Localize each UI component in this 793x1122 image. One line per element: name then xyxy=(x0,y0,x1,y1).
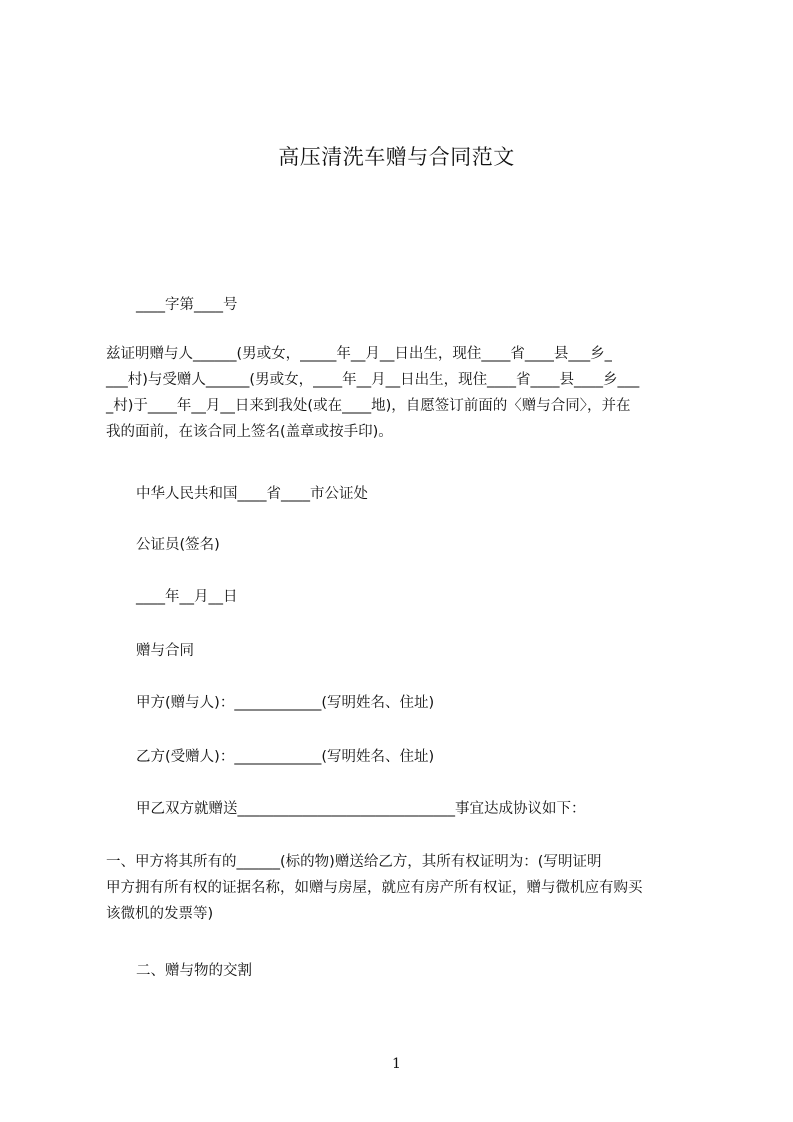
date-line: ____年__月__日 xyxy=(136,589,238,605)
clause-1-line-1: 一、甲方将其所有的______(标的物)赠送给乙方，其所有权证明为：(写明证明 xyxy=(106,854,602,870)
certification-line-1: 兹证明赠与人______(男或女，_____年__月__日出生，现住____省____县___乡_ xyxy=(106,346,612,362)
party-a: 甲方(赠与人)：____________(写明姓名、住址) xyxy=(136,695,435,711)
notary-signature: 公证员(签名) xyxy=(136,537,220,553)
clause-1 xyxy=(106,849,702,927)
agreement-intro: 甲乙双方就赠送______________________________事宜达成协议如下： xyxy=(136,801,586,817)
notary-office: 中华人民共和国____省____市公证处 xyxy=(136,486,368,502)
clause-2-heading: 二、赠与物的交割 xyxy=(136,963,252,979)
document-title: 高压清洗车赠与合同范文 xyxy=(278,145,515,169)
contract-heading: 赠与合同 xyxy=(136,643,194,659)
certification-paragraph xyxy=(106,341,702,445)
clause-1-line-2: 甲方拥有所有权的证据名称，如赠与房屋，就应有房产所有权证，赠与微机应有购买 xyxy=(106,880,643,896)
certification-line-4: 我的面前，在该合同上签名(盖章或按手印)。 xyxy=(106,424,393,440)
clause-1-line-3: 该微机的发票等) xyxy=(106,906,214,922)
document-number: ____字第____号 xyxy=(136,297,238,313)
party-b: 乙方(受赠人)：____________(写明姓名、住址) xyxy=(136,749,435,765)
page-number: 1 xyxy=(392,1056,401,1072)
certification-line-2: ___村)与受赠人______(男或女，____年__月__日出生，现住____省____县____乡___ xyxy=(106,372,640,388)
certification-line-3: _村)于____年__月__日来到我处(或在____地)，自愿签订前面的〈赠与合同〉，并在 xyxy=(106,398,631,414)
